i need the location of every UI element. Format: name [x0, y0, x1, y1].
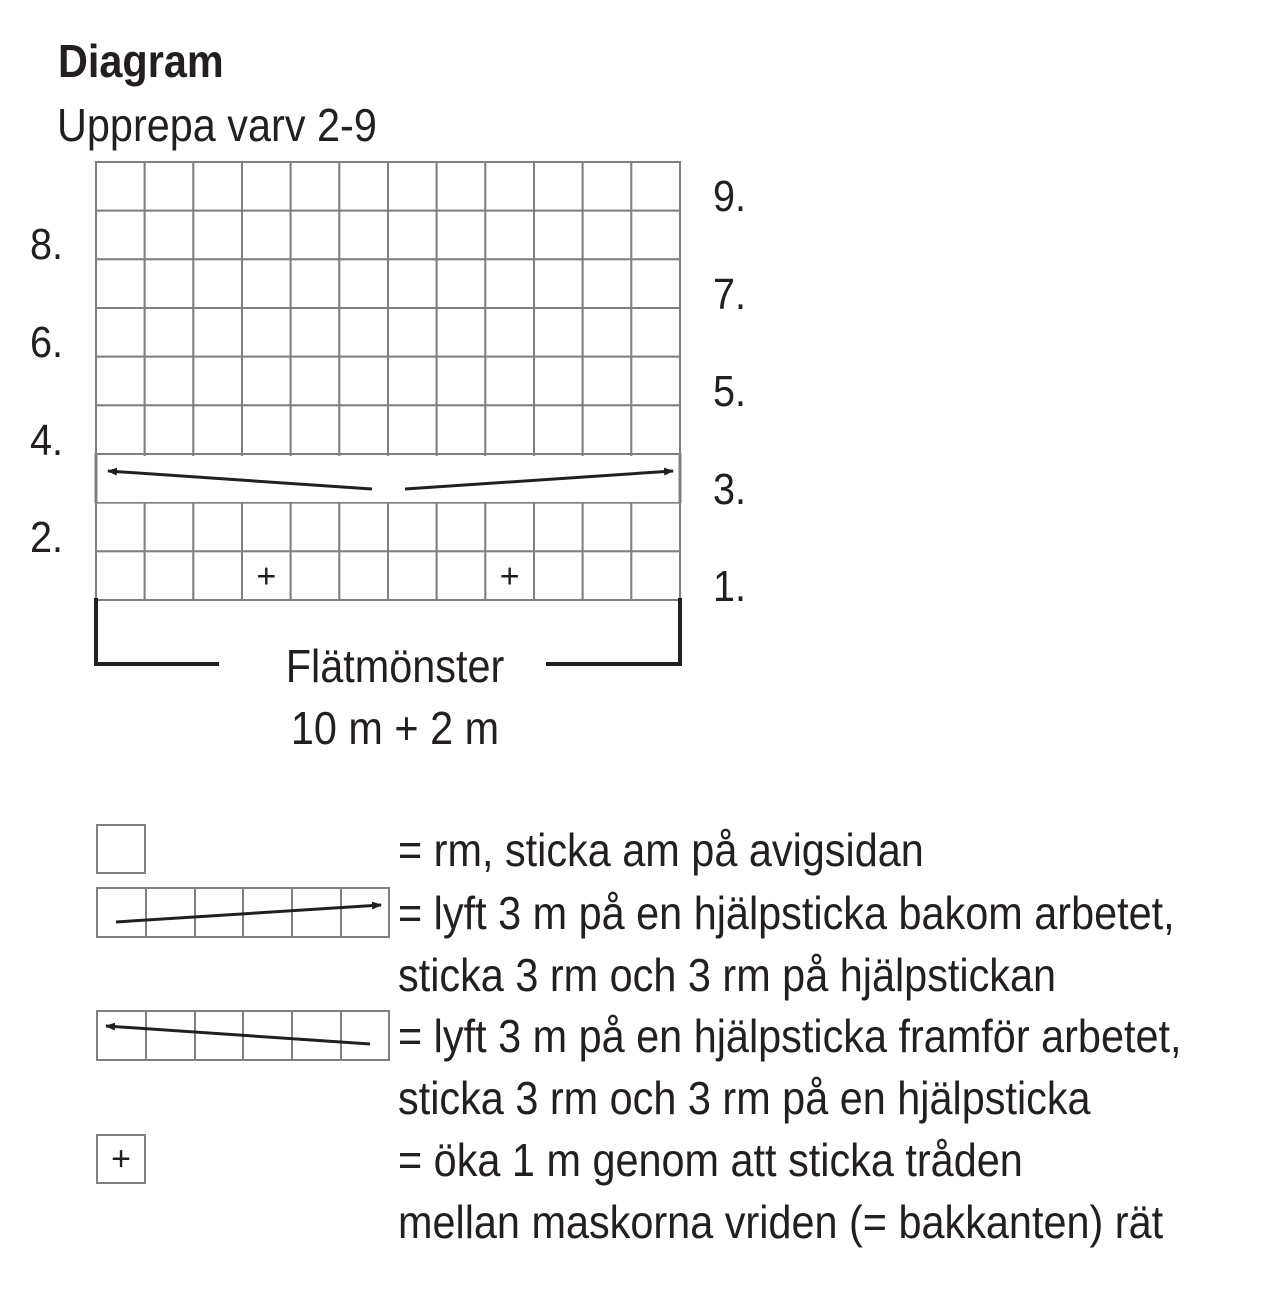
chart-cell: [339, 503, 388, 552]
legend-increase-symbol: [97, 1135, 145, 1183]
chart-cell: [193, 405, 242, 454]
legend-increase-text-1: = öka 1 m genom att sticka tråden: [398, 1134, 1023, 1186]
legend-purl-text: = rm, sticka am på avigsidan: [398, 824, 924, 876]
row-label-3: 3.: [713, 465, 747, 514]
chart-cell: [193, 357, 242, 406]
row-label-5: 5.: [713, 367, 747, 416]
chart-cell: [388, 357, 437, 406]
chart-cell: [583, 405, 632, 454]
chart-cell: [534, 259, 583, 308]
chart-cell: [291, 405, 340, 454]
chart-cell: [96, 162, 145, 211]
chart-cell: [485, 162, 534, 211]
legend-cable-left-symbol: [97, 1011, 389, 1060]
chart-cell: [339, 405, 388, 454]
legend-cable-left-text-2: sticka 3 rm och 3 rm på en hjälpsticka: [398, 1072, 1091, 1124]
chart-cell: [96, 259, 145, 308]
chart-cell: [583, 211, 632, 260]
chart-cell: [437, 357, 486, 406]
chart-cell: [291, 211, 340, 260]
chart-cell: [388, 259, 437, 308]
chart-cell: [96, 551, 145, 600]
chart-cell: [583, 259, 632, 308]
chart-cell: [193, 162, 242, 211]
chart-cell: [145, 551, 194, 600]
chart-cell: [193, 211, 242, 260]
row-label-4: 4.: [30, 416, 64, 465]
chart-cell: [193, 503, 242, 552]
chart-cell: [485, 211, 534, 260]
chart-cell: [388, 211, 437, 260]
chart-cell: [631, 308, 680, 357]
chart-cell: [631, 357, 680, 406]
chart-cell: [583, 357, 632, 406]
chart-cell: [631, 259, 680, 308]
row-label-2: 2.: [30, 513, 64, 562]
chart-grid: [96, 162, 680, 600]
chart-cell: [291, 308, 340, 357]
row-label-7: 7.: [713, 270, 747, 319]
chart-cell: [388, 308, 437, 357]
chart-cell: [291, 162, 340, 211]
chart-cell: [145, 405, 194, 454]
increase-mark: +: [256, 557, 277, 596]
chart-cell: [583, 551, 632, 600]
chart-cell: [583, 503, 632, 552]
row-label-8: 8.: [30, 220, 64, 269]
row-label-9: 9.: [713, 172, 747, 221]
chart-cell: [388, 405, 437, 454]
chart-cell: [631, 503, 680, 552]
chart-cell: [242, 211, 291, 260]
increase-mark: +: [499, 557, 520, 596]
chart-cell: [242, 308, 291, 357]
chart-cell: [193, 551, 242, 600]
chart-cell: [534, 211, 583, 260]
chart-cell: [291, 259, 340, 308]
chart-cell: [291, 357, 340, 406]
chart-cell: [437, 308, 486, 357]
svg-text:+: +: [111, 1140, 131, 1178]
chart-cell: [534, 162, 583, 211]
chart-cell: [145, 503, 194, 552]
chart-cell: [534, 308, 583, 357]
row-label-1: 1.: [713, 562, 747, 611]
chart-cell: [437, 162, 486, 211]
chart-cell: [291, 551, 340, 600]
chart-cell: [534, 405, 583, 454]
diagram-title: Diagram: [58, 35, 224, 87]
chart-cell: [339, 259, 388, 308]
legend-cable-right-text-2: sticka 3 rm och 3 rm på hjälpstickan: [398, 949, 1057, 1001]
chart-cell: [437, 211, 486, 260]
chart-cell: [339, 308, 388, 357]
chart-cell: [145, 259, 194, 308]
chart-cell: [339, 357, 388, 406]
chart-cell: [339, 551, 388, 600]
chart-cell: [145, 211, 194, 260]
repeat-rows-subtitle: Upprepa varv 2-9: [57, 99, 377, 151]
chart-cell: [96, 503, 145, 552]
chart-cell: [437, 503, 486, 552]
chart-cell: [96, 211, 145, 260]
chart-cell: [388, 551, 437, 600]
chart-cell: [193, 259, 242, 308]
chart-cell: [534, 503, 583, 552]
chart-cell: [388, 503, 437, 552]
pattern-name-caption: Flätmönster: [285, 640, 505, 692]
pattern-repeat-caption: 10 m + 2 m: [290, 702, 500, 754]
chart-cell: [631, 551, 680, 600]
chart-cell: [437, 259, 486, 308]
chart-cell: [242, 357, 291, 406]
chart-cell: [485, 405, 534, 454]
chart-cell: [291, 503, 340, 552]
chart-cell: [96, 357, 145, 406]
chart-cell: [388, 162, 437, 211]
chart-cell: [631, 211, 680, 260]
chart-cell: [485, 357, 534, 406]
chart-cell: [145, 162, 194, 211]
cable-symbol-row-3: [96, 453, 680, 503]
chart-cell: [583, 162, 632, 211]
bracket-left: [96, 598, 219, 664]
chart-cell: [242, 259, 291, 308]
legend-cable-right-symbol: [97, 888, 389, 937]
chart-cell: [242, 503, 291, 552]
chart-cell: [96, 308, 145, 357]
legend-cable-right-text-1: = lyft 3 m på en hjälpsticka bakom arbetet,: [398, 887, 1175, 939]
chart-cell: [339, 211, 388, 260]
chart-cell: [437, 405, 486, 454]
chart-cell: [485, 259, 534, 308]
chart-cell: [485, 308, 534, 357]
legend-purl-square-symbol: [97, 825, 145, 873]
chart-cell: [242, 405, 291, 454]
chart-cell: [437, 551, 486, 600]
chart-cell: [242, 162, 291, 211]
legend-cable-left-text-1: = lyft 3 m på en hjälpsticka framför arbetet,: [398, 1010, 1182, 1062]
chart-cell: [339, 162, 388, 211]
chart-cell: [145, 357, 194, 406]
row-label-6: 6.: [30, 318, 64, 367]
chart-cell: [631, 162, 680, 211]
chart-cell: [485, 503, 534, 552]
legend-increase-text-2: mellan maskorna vriden (= bakkanten) rät: [398, 1196, 1164, 1248]
chart-cell: [193, 308, 242, 357]
chart-cell: [534, 551, 583, 600]
chart-cell: [96, 405, 145, 454]
chart-cell: [534, 357, 583, 406]
chart-cell: [631, 405, 680, 454]
chart-cell: [583, 308, 632, 357]
chart-cell: [145, 308, 194, 357]
